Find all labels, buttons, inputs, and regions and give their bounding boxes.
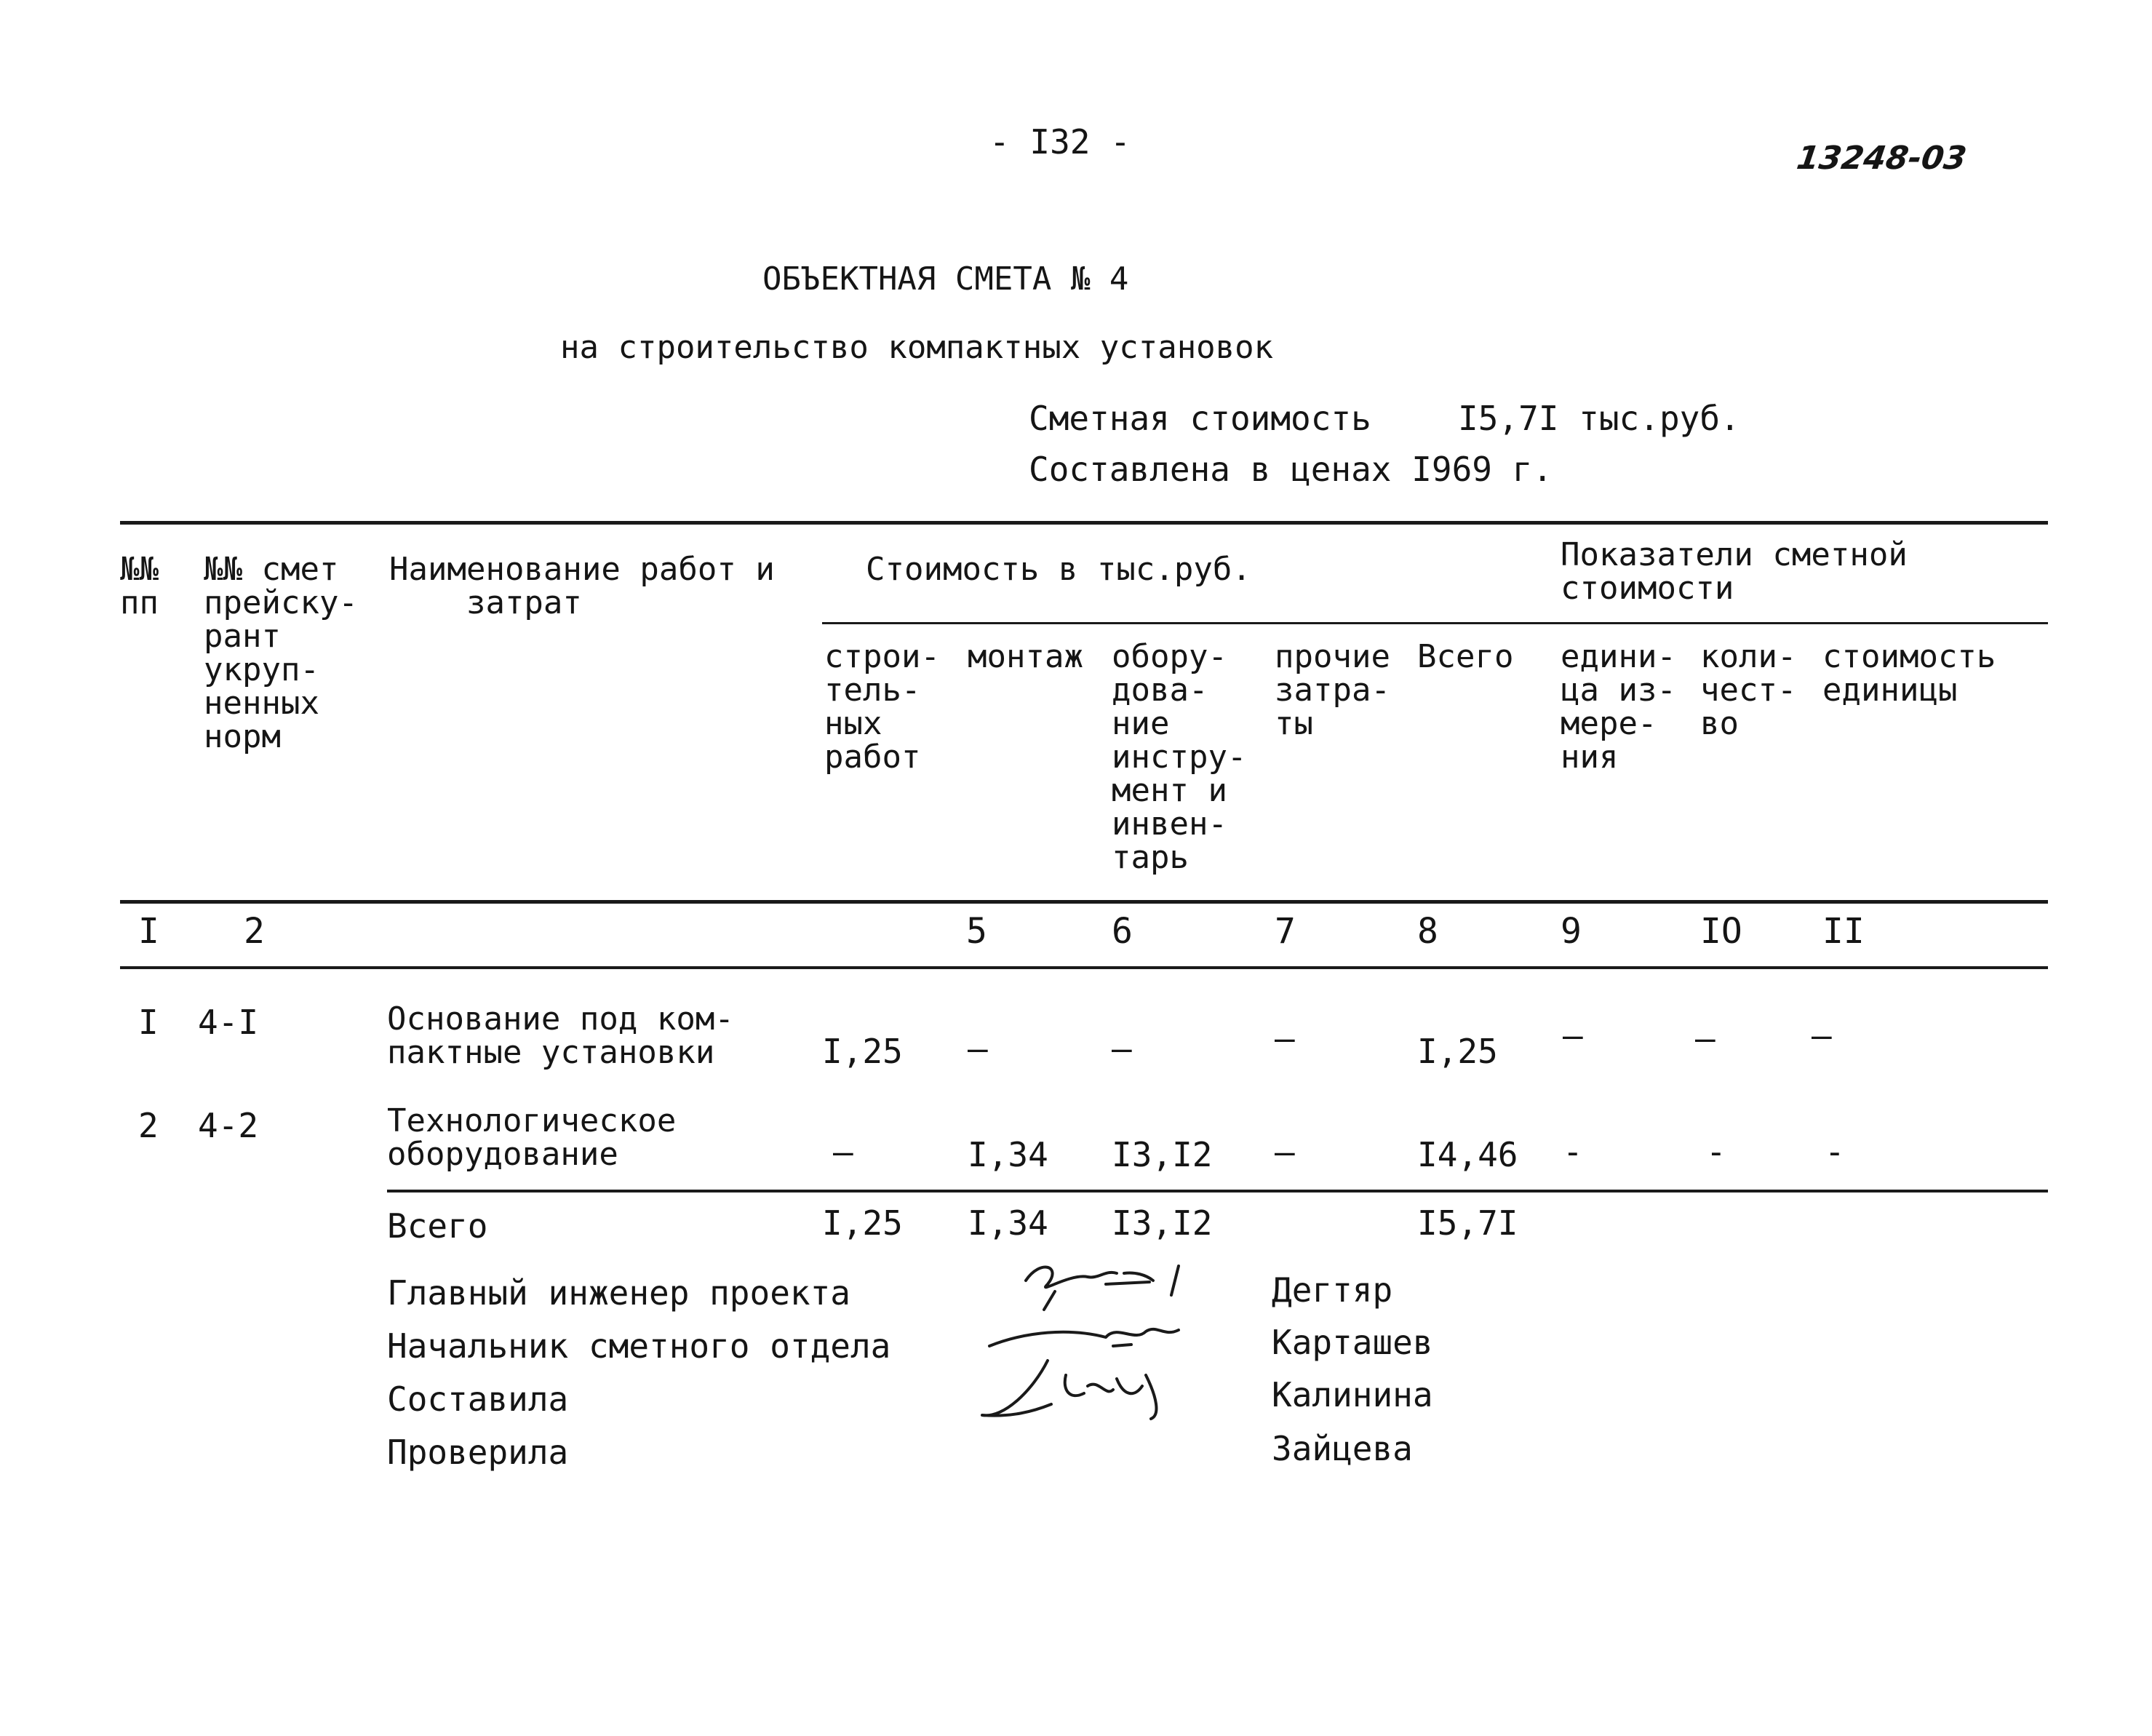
header-equipment: обору- дова- ние инстру- мент и инвен- тарь — [1112, 638, 1247, 876]
unit-cost: - — [1825, 1132, 1845, 1171]
equipment-cost: I3,I2 — [1112, 1135, 1213, 1174]
handwritten-signatures — [960, 1251, 1266, 1426]
document-title: ОБЪЕКТНАЯ СМЕТА № 4 — [762, 260, 1129, 298]
table-top-rule — [120, 521, 2048, 525]
header-installation: монтаж — [968, 638, 1083, 675]
page-number: - I32 - — [989, 122, 1131, 162]
signature-name: Дегтяр — [1272, 1270, 1393, 1310]
totals-construction: I,25 — [822, 1203, 903, 1243]
equipment-cost: — — [1112, 1029, 1132, 1068]
column-number: 2 — [244, 911, 265, 952]
column-number: 7 — [1275, 911, 1296, 952]
column-number: 8 — [1417, 911, 1438, 952]
totals-total: I5,7I — [1417, 1203, 1518, 1243]
prices-note: Составлена в ценах I969 г. — [1029, 450, 1553, 489]
estimate-number: 4-2 — [198, 1106, 259, 1145]
total-cost: I4,46 — [1417, 1135, 1518, 1174]
signature-kalinina — [982, 1361, 1156, 1419]
signature-role: Главный инженер проекта — [387, 1273, 850, 1313]
totals-label: Всего — [387, 1206, 488, 1246]
signature-role: Проверила — [387, 1433, 569, 1472]
header-cost-group: Стоимость в тыс.руб. — [866, 551, 1251, 588]
header-estimate-number: №№ смет прейску- рант укруп- ненных норм — [204, 551, 358, 755]
header-quantity: коли- чест- во — [1700, 638, 1797, 742]
signature-role: Начальник сметного отдела — [387, 1326, 891, 1366]
signature-degtyar — [1026, 1266, 1179, 1310]
construction-cost: — — [833, 1132, 853, 1171]
estimated-cost-label: Сметная стоимость — [1029, 399, 1371, 438]
totals-rule — [387, 1190, 2048, 1192]
totals-equipment: I3,I2 — [1112, 1203, 1213, 1243]
estimated-cost-value: I5,7I тыс.руб. — [1458, 399, 1740, 438]
signature-kartashev — [989, 1329, 1179, 1346]
unit-of-measure: — — [1563, 1016, 1583, 1055]
row-number: 2 — [138, 1106, 159, 1145]
total-cost: I,25 — [1417, 1032, 1498, 1071]
header-bottom-rule — [120, 900, 2048, 904]
work-name: Основание под ком- пактные установки — [387, 1000, 734, 1071]
totals-installation: I,34 — [968, 1203, 1048, 1243]
estimate-number: 4-I — [198, 1003, 259, 1042]
column-numbers-rule — [120, 966, 2048, 969]
header-indicators-group: Показатели сметной стоимости — [1561, 536, 1908, 607]
column-number: 9 — [1561, 911, 1582, 952]
header-construction-works: строи- тель- ных работ — [824, 638, 940, 776]
header-row-number: №№ пп — [120, 551, 159, 621]
column-number: I — [138, 911, 159, 952]
signature-name: Зайцева — [1272, 1429, 1413, 1468]
unit-cost: — — [1812, 1016, 1832, 1055]
column-number: II — [1822, 911, 1865, 952]
unit-of-measure: - — [1563, 1132, 1583, 1171]
document-subtitle: на строительство компактных установок — [560, 329, 1274, 366]
work-name: Технологическое оборудование — [387, 1102, 677, 1173]
column-number: IO — [1700, 911, 1742, 952]
installation-cost: I,34 — [968, 1135, 1048, 1174]
signature-name: Карташев — [1272, 1323, 1433, 1362]
header-total: Всего — [1417, 638, 1514, 675]
document-code: 13248-03 — [1794, 140, 1969, 177]
header-work-name: Наименование работ и затрат — [389, 551, 775, 621]
signature-role: Составила — [387, 1379, 569, 1419]
construction-cost: I,25 — [822, 1032, 903, 1071]
cost-group-rule — [822, 622, 2048, 624]
row-number: I — [138, 1003, 159, 1042]
quantity: — — [1695, 1019, 1715, 1058]
column-number: 6 — [1112, 911, 1133, 952]
column-number: 5 — [966, 911, 987, 952]
signature-name: Калинина — [1272, 1375, 1433, 1414]
other-cost: — — [1275, 1132, 1295, 1171]
header-unit-cost: стоимость единицы — [1822, 638, 1996, 709]
estimated-cost-line — [1029, 399, 1740, 438]
other-cost: — — [1275, 1019, 1295, 1058]
header-other-costs: прочие затра- ты — [1275, 638, 1390, 742]
quantity: - — [1706, 1132, 1726, 1171]
header-unit-of-measure: едини- ца из- мере- ния — [1561, 638, 1676, 776]
installation-cost: — — [968, 1029, 988, 1068]
